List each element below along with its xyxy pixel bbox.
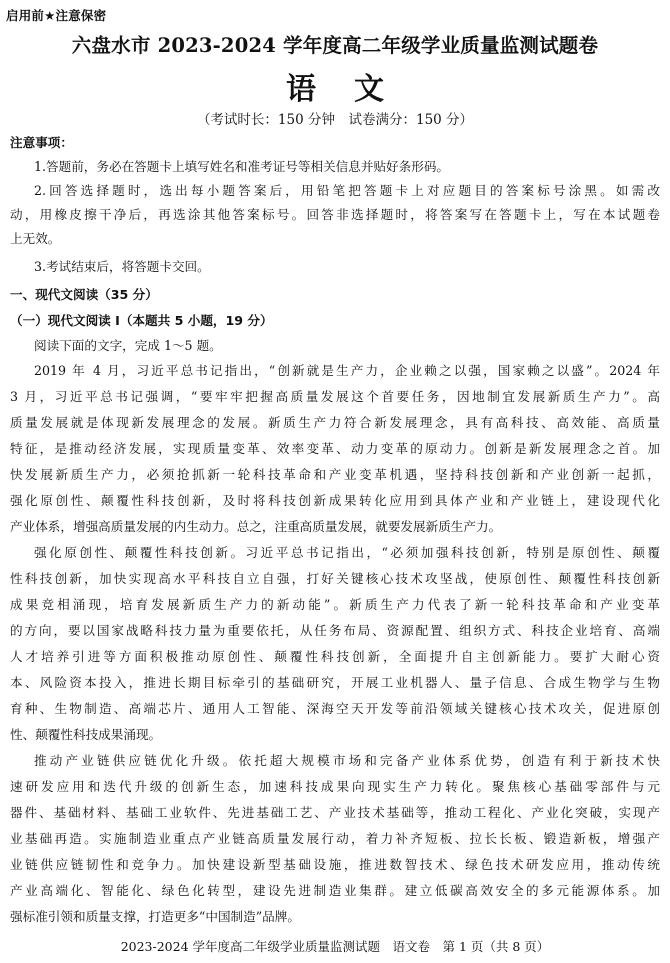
passage-line: 强化原创性、颠覆性科技创新。习近平总书记指出，“必须加强科技创新，特别是原创性、颠覆 xyxy=(34,545,660,560)
notes-line: 1.答题前，务必在答题卡上填写姓名和准考证号等相关信息并贴好条形码。 xyxy=(34,159,450,174)
passage-line: 性科技创新，加快实现高水平科技自立自强，打好关键核心技术攻坚战，使原创性、颠覆性科技创新 xyxy=(10,571,660,586)
passage-line: 3 月，习近平总书记强调，“要牢牢把握高质量发展这个首要任务，因地制宜发展新质生产力”。高 xyxy=(10,389,660,404)
section-title: 一、现代文阅读（35 分） xyxy=(10,287,158,302)
passage-line: 特征，是推动经济发展，实现质量变革、效率变革、动力变革的原动力。创新是新发展理念之首。加 xyxy=(10,441,660,456)
passage-line: 本、风险资本投入，推进长期目标牵引的基础研究，开展工业机器人、量子信息、合成生物学与生物 xyxy=(10,675,660,690)
passage-line: 成果竞相涌现，培育发展新质生产力的新动能”。新质生产力代表了新一轮科技革命和产业变革 xyxy=(10,597,660,612)
reading-instruction: 阅读下面的文字，完成 1～5 题。 xyxy=(34,338,222,353)
passage-line: 业基础再造。实施制造业重点产业链高质量发展行动，着力补齐短板、拉长长板、锻造新板，增强产 xyxy=(10,831,660,846)
passage-line: 产业高端化、智能化、绿色化转型，建设先进制造业集群。建立低碳高效安全的多元能源体系。加 xyxy=(10,883,660,898)
passage-line: 产业体系，增强高质量发展的内生动力。总之，注重高质量发展，就要发展新质生产力。 xyxy=(10,519,502,534)
subsection-title: （一）现代文阅读 Ⅰ（本题共 5 小题，19 分） xyxy=(10,313,273,328)
subject-title: 语文 xyxy=(286,72,422,107)
notes-line: 2.回答选择题时，选出每小题答案后，用铅笔把答题卡上对应题目的答案标号涂黑。如需改 xyxy=(34,183,660,198)
passage-line: 快发展新质生产力，必须抢抓新一轮科技革命和产业变革机遇，坚持科技创新和产业创新一起抓， xyxy=(10,467,660,482)
page-footer: 2023-2024 学年度高二年级学业质量监测试题 语文卷 第 1 页（共 8 页） xyxy=(120,939,550,954)
passage-line: 器件、基础材料、基础工业软件、先进基础工艺、产业技术基础等，推动工程化、产业化突破，实现产 xyxy=(10,805,660,820)
passage-line: 推动产业链供应链优化升级。依托超大规模市场和完备产业体系优势，创造有利于新技术快 xyxy=(34,753,660,768)
notes-line: 上无效。 xyxy=(10,231,61,246)
passage-line: 强化原创性、颠覆性科技创新，及时将科技创新成果转化应用到具体产业和产业链上，建设现代化 xyxy=(10,493,660,508)
passage-line: 速研发应用和迭代升级的创新生态，加速科技成果向现实生产力转化。聚焦核心基础零部件与元 xyxy=(10,779,660,794)
notes-line: 3.考试结束后，将答题卡交回。 xyxy=(34,259,210,274)
exam-title: 六盘水市 2023-2024 学年度高二年级学业质量监测试题卷 xyxy=(71,34,599,57)
passage-line: 的方向，要以国家战略科技力量为重要依托，从任务布局、资源配置、组织方式、科技企业培育、高端 xyxy=(10,623,660,638)
passage-line: 人才培养引进等方面积极推动原创性、颠覆性科技创新，全面提升自主创新能力。要扩大耐心资 xyxy=(10,649,660,664)
confidential-label: 启用前★注意保密 xyxy=(6,8,107,23)
notes-title: 注意事项： xyxy=(10,135,73,150)
passage-line: 强标准引领和质量支撑，打造更多“中国制造”品牌。 xyxy=(10,909,300,924)
passage-line: 业链供应链韧性和竞争力。加快建设新型基础设施，推进数智技术、绿色技术研发应用，推动传统 xyxy=(10,857,660,872)
notes-line: 动，用橡皮擦干净后，再选涂其他答案标号。回答非选择题时，将答案写在答题卡上，写在本试题卷 xyxy=(10,207,660,222)
passage-line: 2019 年 4 月，习近平总书记指出，“创新就是生产力，企业赖之以强，国家赖之以盛”。2024 年 xyxy=(34,363,660,378)
exam-info: （考试时长：150 分钟 试卷满分：150 分） xyxy=(196,112,474,128)
passage-line: 性、颠覆性科技成果涌现。 xyxy=(10,727,162,742)
passage-line: 育种、生物制造、高端芯片、通用人工智能、深海空天开发等前沿领域关键核心技术攻关，促进原创 xyxy=(10,701,660,716)
passage-line: 质量发展就是体现新发展理念的发展。新质生产力符合新发展理念，具有高科技、高效能、高质量 xyxy=(10,415,660,430)
